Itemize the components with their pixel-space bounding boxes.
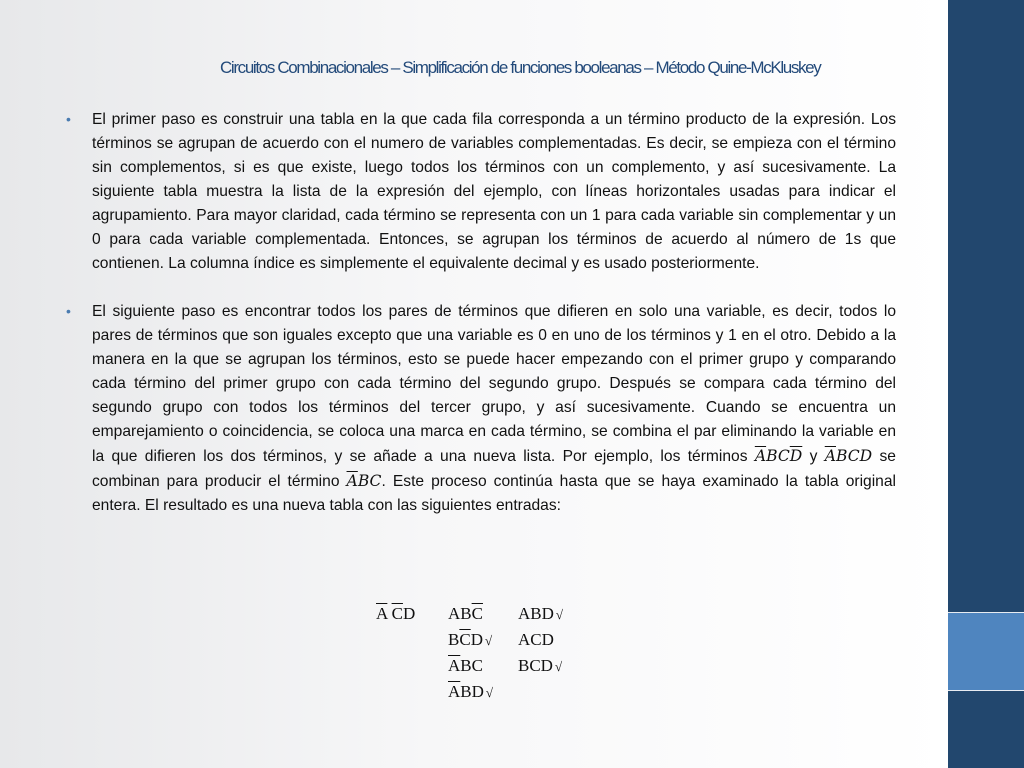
check-mark-icon: √ <box>554 659 563 674</box>
bullet-icon: • <box>66 111 71 127</box>
term-entry: $AB\overline{C}$ <box>448 604 483 623</box>
term-entry: $B\overline{C}D$ √ <box>448 630 493 649</box>
check-mark-icon: √ <box>555 607 564 622</box>
term-entry: ABD √ <box>518 604 564 623</box>
term-entry: BCD √ <box>518 656 563 675</box>
math-term-1: $\overline{A}BC\overline{D}$ <box>754 447 803 465</box>
bullet-text: El primer paso es construir una tabla en la que cada fila corresponda a un término producto de la expresión. Los términos se agrupan de acuerdo con el numero de variables complementadas. Es decir, se empieza con el término sin complementos, si es que existe, luego todos los términos con un complemento, y así sucesivamente. La siguiente tabla muestra la lista de la expresión del ejemplo, con líneas horizontales usadas para indicar el agrupamiento. Para mayor claridad, cada término se representa con un 1 para cada variable sin complementar y un 0 para cada variable complementada. Entonces, se agrupan los términos de acuerdo al número de 1s que contienen. La columna índice es simplemente el equivalente decimal y es usado posteriormente. <box>92 111 896 272</box>
term-entry: $\overline{A}BD$ √ <box>448 682 494 701</box>
bullet-item <box>66 108 896 276</box>
right-decorative-bar <box>948 0 1024 768</box>
math-term-2: $\overline{A}BCD$ <box>824 447 873 465</box>
content-area <box>66 108 896 542</box>
term-entry: ABC <box>448 656 483 675</box>
term-entry: $\overline{A}$ $\overline{C}D$ <box>376 604 416 623</box>
bullet-text: El siguiente paso es encontrar todos los pares de términos que difieren en solo una variable, es decir, todos lo pares de términos que son iguales excepto que una variable es 0 en uno de los términos y 1 en el otro. Debido a la manera en la que se agrupan los términos, esto se puede hacer empezando con el primer grupo y comparando cada término del primer grupo con cada término del segundo grupo. Después se compara cada término del segundo grupo con todos los términos del tercer grupo, y así sucesivamente. Cuando se encuentra un emparejamiento o coincidencia, se coloca una marca en cada término, se combina el par eliminando la variable en la que difieren los dos términos, y se añade a una nueva lista. Por ejemplo, los términos $\overline{A}BC\overline{D}$ y $\overline{A}BCD$ se combinan para producir el término $\overline{A}BC$. Este proceso continúa hasta que se haya examinado la tabla original entera. El resultado es una nueva tabla con las siguientes entradas: <box>92 303 896 514</box>
term-entry: ACD <box>518 630 554 649</box>
bullet-item <box>66 300 896 518</box>
check-mark-icon: √ <box>484 633 493 648</box>
math-term-3: $\overline{A}BC$ <box>346 472 382 490</box>
slide-title: Circuitos Combinacionales – Simplificación de funciones booleanas – Método Quine-McKluskey <box>220 58 821 77</box>
accent-block <box>948 613 1024 691</box>
check-mark-icon: √ <box>485 685 494 700</box>
bullet-icon: • <box>66 303 71 319</box>
